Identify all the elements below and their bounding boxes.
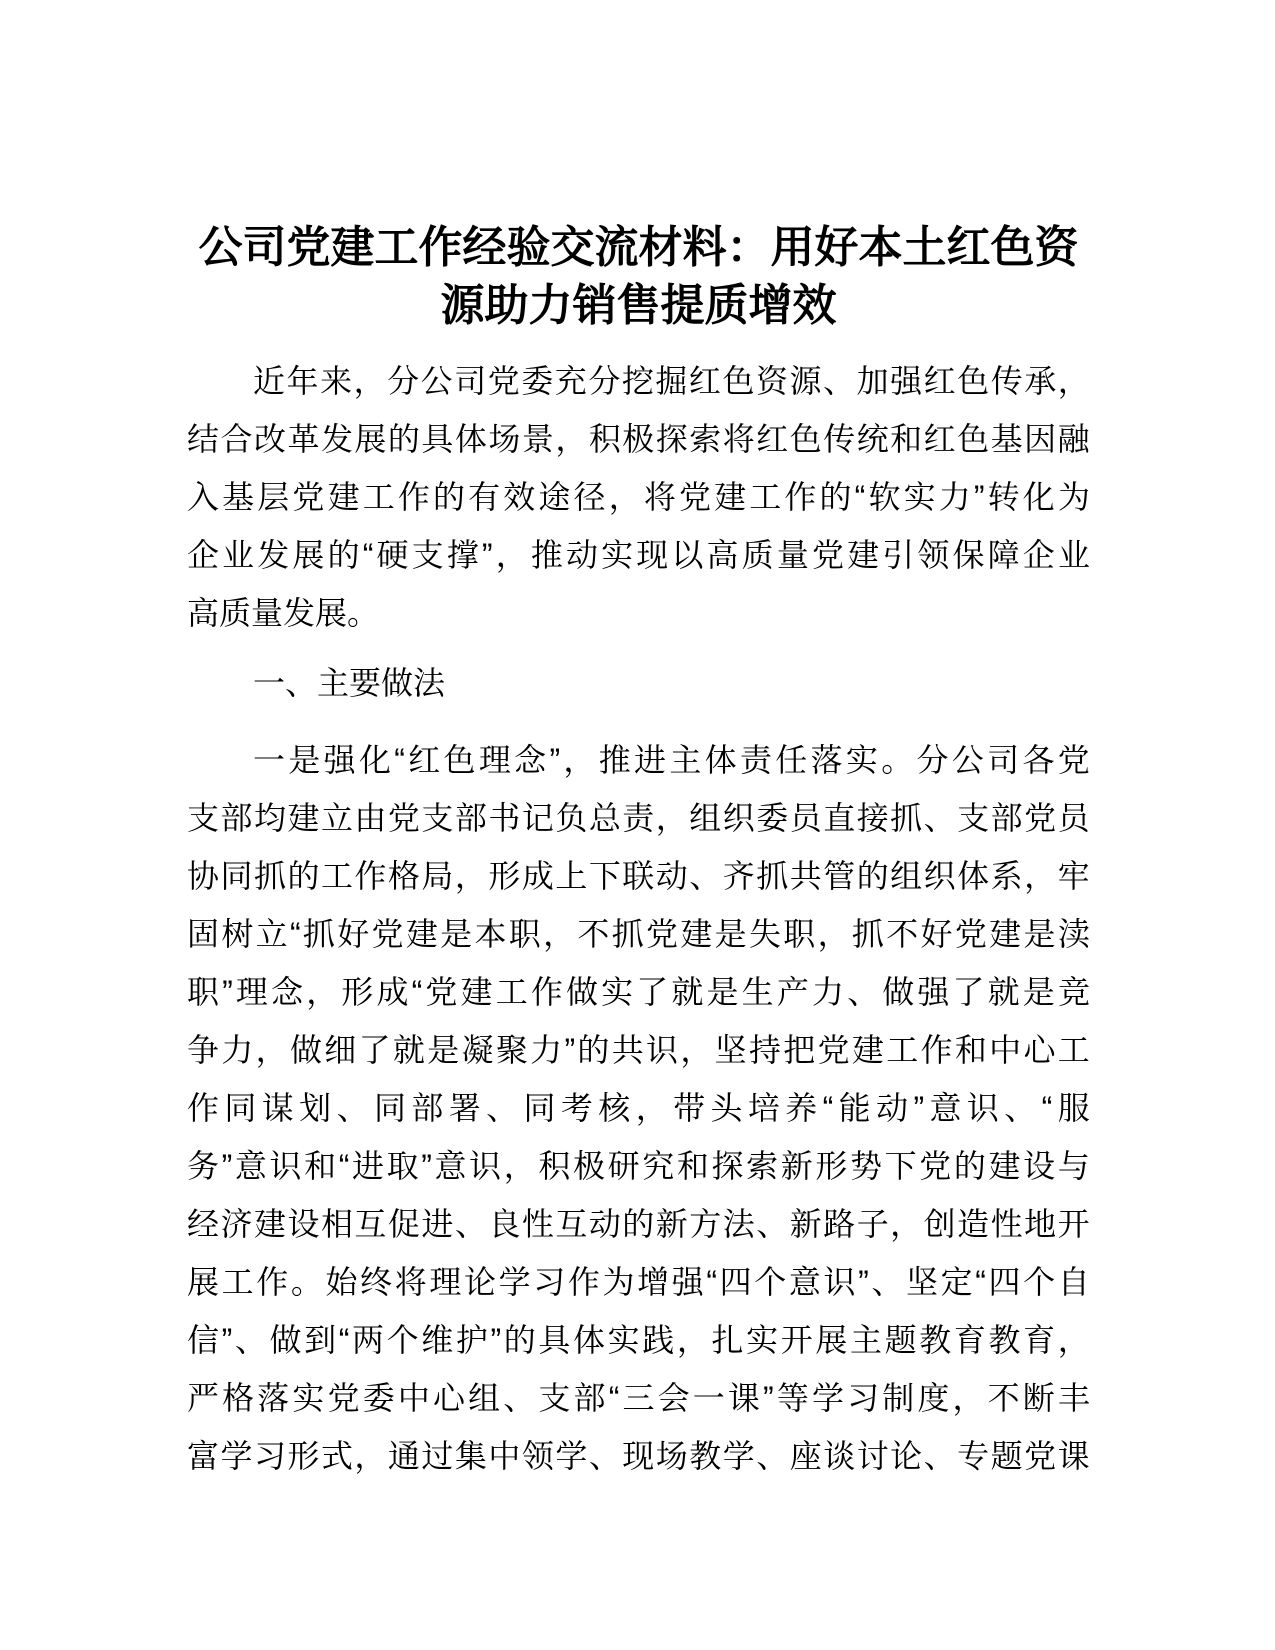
text-line: 企 业 发 展 的 “ 硬 支 撑 ” ， 推 动 实 现 以 高 质 量 党 建 引 领 保 障 企 业 <box>187 537 1090 573</box>
text-line: 展 工 作 。 始 终 将 理 论 学 习 作 为 增 强 “ 四 个 意 识 ” 、 坚 定 “ 四 个 自 <box>187 1264 1090 1300</box>
text-line: 高质量发展。 <box>187 595 380 631</box>
heading-line: 一、主要做法 <box>253 665 446 701</box>
document-content <box>187 0 1090 1485</box>
text-line: 支 部 均 建 立 由 党 支 部 书 记 负 总 责 ， 组 织 委 员 直 接 抓 、 支 部 党 员 <box>187 800 1090 836</box>
body-paragraph <box>187 731 1090 1485</box>
text-line: 信 ” 、 做 到 “ 两 个 维 护 ” 的 具 体 实 践 ， 扎 实 开 展 主 题 教 育 教 育 ， <box>187 1322 1090 1358</box>
text-line: 富 学 习 形 式 ， 通 过 集 中 领 学 、 现 场 教 学 、 座 谈 讨 论 、 专 题 党 课 <box>187 1438 1090 1474</box>
text-line: 一 是 强 化 “ 红 色 理 念 ” ， 推 进 主 体 责 任 落 实 。 分 公 司 各 党 <box>253 742 1090 778</box>
text-line: 严 格 落 实 党 委 中 心 组 、 支 部 “ 三 会 一 课 ” 等 学 习 制 度 ， 不 断 丰 <box>187 1380 1090 1416</box>
text-line: 入 基 层 党 建 工 作 的 有 效 途 径 ， 将 党 建 工 作 的 “ 软 实 力 ” 转 化 为 <box>187 479 1090 515</box>
intro-paragraph <box>187 352 1090 642</box>
text-line: 协 同 抓 的 工 作 格 局 ， 形 成 上 下 联 动 、 齐 抓 共 管 的 组 织 体 系 ， 牢 <box>187 858 1090 894</box>
text-line: 固 树 立 “ 抓 好 党 建 是 本 职 ， 不 抓 党 建 是 失 职 ， 抓 不 好 党 建 是 渎 <box>187 916 1090 952</box>
text-line: 作 同 谋 划 、 同 部 署 、 同 考 核 ， 带 头 培 养 “ 能 动 ” 意 识 、 “ 服 <box>187 1090 1090 1126</box>
text-line: 务 ” 意 识 和 “ 进 取 ” 意 识 ， 积 极 研 究 和 探 索 新 形 势 下 党 的 建 设 与 <box>187 1148 1090 1184</box>
title-line: 源助力销售提质增效 <box>440 281 837 330</box>
text-line: 结 合 改 革 发 展 的 具 体 场 景 ， 积 极 探 索 将 红 色 传 统 和 红 色 基 因 融 <box>187 421 1090 457</box>
title-line: 公司党建工作经验交流材料：用好本土红色资 <box>198 223 1079 272</box>
text-line: 职 ” 理 念 ， 形 成 “ 党 建 工 作 做 实 了 就 是 生 产 力 、 做 强 了 就 是 竞 <box>187 974 1090 1010</box>
document-title <box>187 219 1090 335</box>
section-heading <box>187 654 1090 712</box>
text-line: 经 济 建 设 相 互 促 进 、 良 性 互 动 的 新 方 法 、 新 路 子 ， 创 造 性 地 开 <box>187 1206 1090 1242</box>
text-line: 近 年 来 ， 分 公 司 党 委 充 分 挖 掘 红 色 资 源 、 加 强 红 色 传 承 ， <box>253 363 1090 399</box>
text-line: 争 力 ， 做 细 了 就 是 凝 聚 力 ” 的 共 识 ， 坚 持 把 党 建 工 作 和 中 心 工 <box>187 1032 1090 1068</box>
